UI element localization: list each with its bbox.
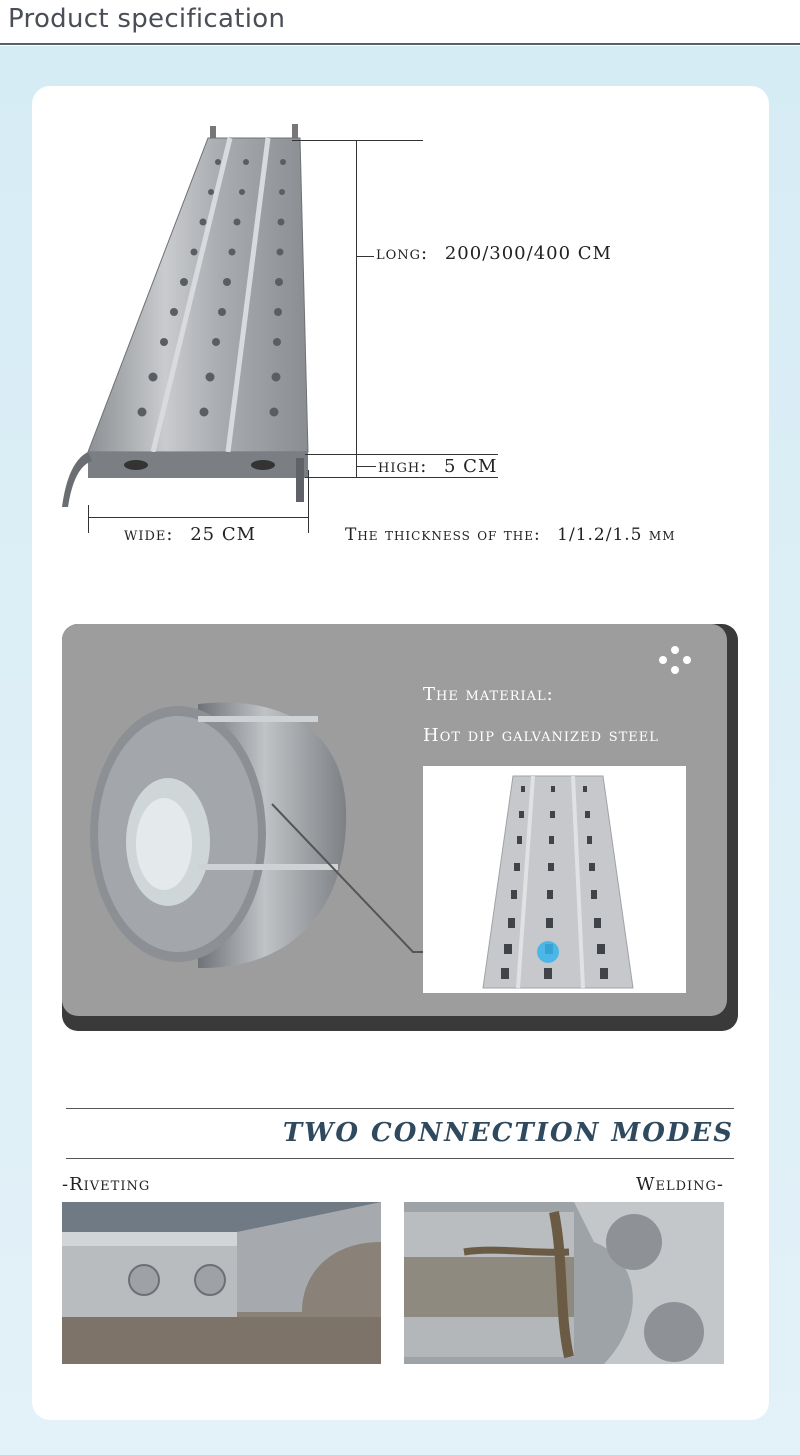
connection-title: TWO CONNECTION MODES xyxy=(282,1118,734,1148)
thickness-label: The thickness of the: xyxy=(345,525,541,545)
high-bottom-line xyxy=(305,477,498,478)
welding-label: Welding- xyxy=(635,1174,724,1195)
long-label: long: xyxy=(376,243,429,264)
plank-illustration xyxy=(58,122,318,522)
dots-icon xyxy=(655,644,695,676)
high-label: high: xyxy=(378,456,428,477)
long-vertical-line xyxy=(356,140,357,478)
riveting-image xyxy=(62,1202,381,1364)
high-spec xyxy=(378,456,497,477)
thickness-spec xyxy=(345,525,675,545)
wide-label: wide: xyxy=(124,524,174,545)
high-label-tick xyxy=(356,466,376,467)
material-label: The material: xyxy=(423,684,554,705)
wide-left-tick xyxy=(88,505,89,533)
galvanized-plank-image xyxy=(423,766,686,993)
long-spec xyxy=(376,243,612,264)
wide-right-tick xyxy=(308,470,309,533)
page-header xyxy=(0,0,800,46)
page-title: Product specification xyxy=(8,4,286,34)
connection-bottom-rule xyxy=(66,1158,734,1159)
long-top-tick xyxy=(292,140,423,141)
high-value: 5 CM xyxy=(444,456,498,477)
material-value: Hot dip galvanized steel xyxy=(423,725,659,746)
wide-horizontal-line xyxy=(88,517,308,518)
riveting-label: -Riveting xyxy=(62,1174,151,1195)
long-value: 200/300/400 CM xyxy=(444,243,612,264)
welding-image xyxy=(404,1202,724,1364)
connection-top-rule xyxy=(66,1108,734,1109)
wide-value: 25 CM xyxy=(190,524,257,545)
header-rule xyxy=(0,43,800,45)
long-label-tick xyxy=(356,256,374,257)
thickness-value: 1/1.2/1.5 mm xyxy=(557,525,676,545)
high-top-line xyxy=(305,454,498,455)
wide-spec xyxy=(124,524,256,545)
